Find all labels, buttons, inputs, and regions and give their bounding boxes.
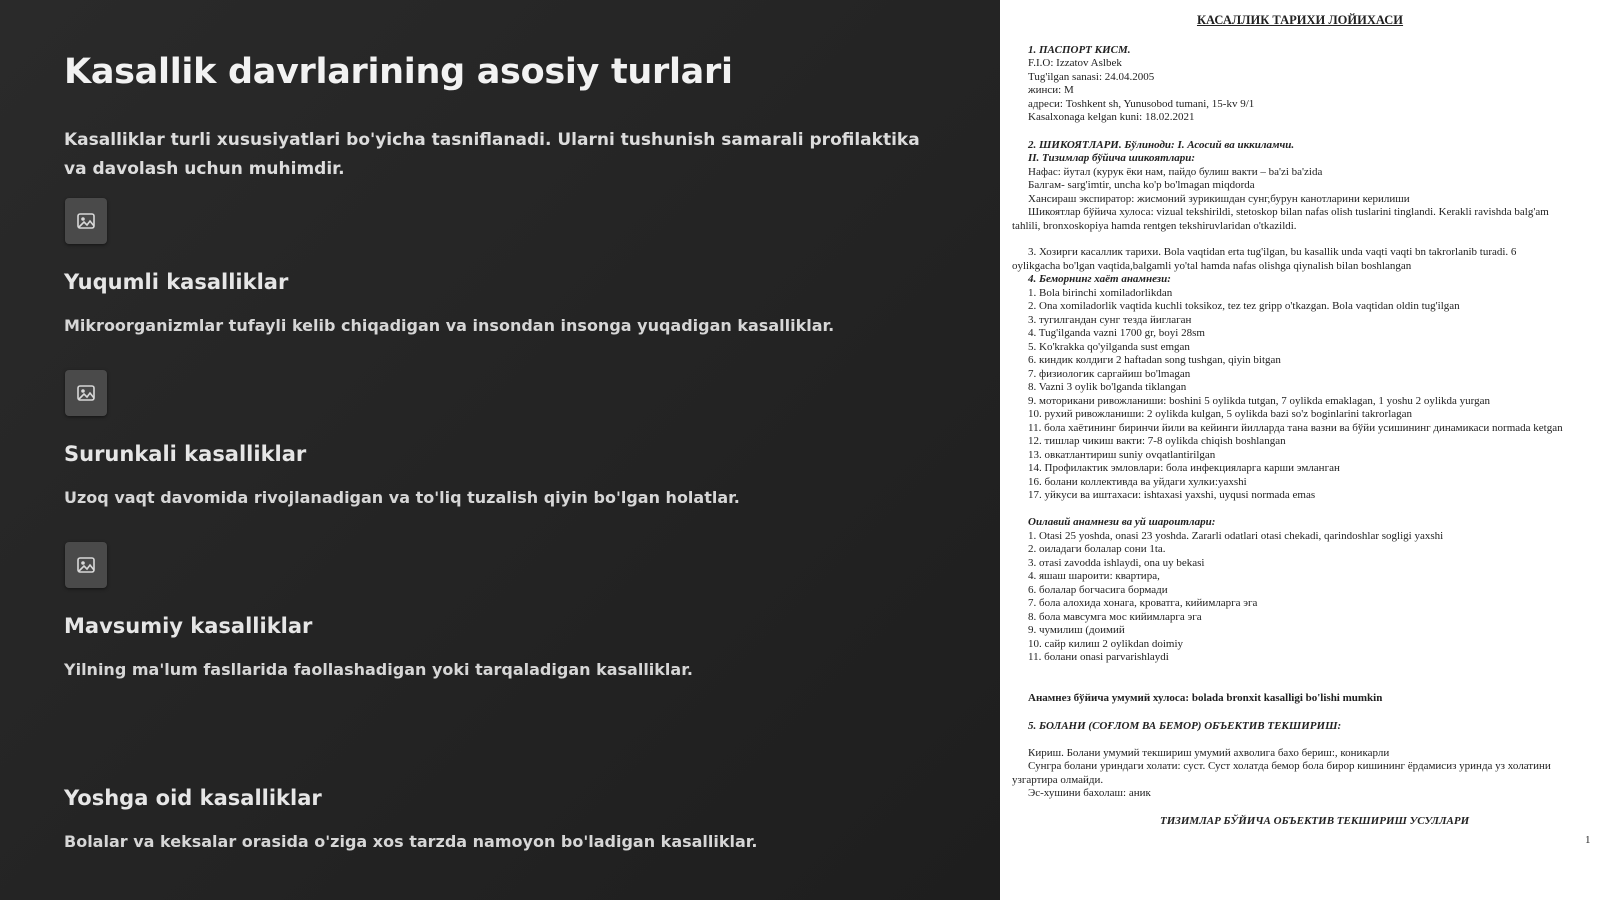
doc-line: Эс-хушини бахолаш: аник xyxy=(1028,787,1151,799)
section-title-infectious: Yuqumli kasalliklar xyxy=(64,270,289,294)
document-image xyxy=(1000,0,1600,900)
section-desc-seasonal: Yilning ma'lum fasllarida faollashadigan yoki tarqaladigan kasalliklar. xyxy=(64,660,693,679)
doc-line: 7. бола алохида хонага, кроватга, кийимларга эга xyxy=(1028,597,1258,609)
doc-line: Нафас: йутал (курук ёки нам, пайдо булиш вакти – ba'zi ba'zida xyxy=(1028,166,1323,178)
doc-line: Балгам- sarg'imtir, uncha ko'p bo'lmagan miqdorda xyxy=(1028,179,1255,191)
doc-line: Kasalxonaga kelgan kuni: 18.02.2021 xyxy=(1028,111,1195,123)
slide-title: Kasallik davrlarining asosiy turlari xyxy=(64,52,733,92)
doc-line: 11. болани onasi parvarishlaydi xyxy=(1028,651,1169,663)
doc-line: адреси: Toshkent sh, Yunusobod tumani, 15-kv 9/1 xyxy=(1028,98,1255,110)
doc-line: 9. моторикани ривожланиши: boshini 5 oylikda tutgan, 7 oylikda emaklagan, 1 yoshu 2 oylikda yurgan xyxy=(1028,395,1490,407)
doc-line: 1. Otasi 25 yoshda, onasi 23 yoshda. Zararli odatlari otasi chekadi, qarindoshlar sogligi yaxshi xyxy=(1028,530,1444,542)
doc-line: ТИЗИМЛАР БЎЙИЧА ОБЪЕКТИВ ТЕКШИРИШ УСУЛЛАРИ xyxy=(1160,815,1470,827)
doc-line: 5. БОЛАНИ (СОҒЛОМ ВА БЕМОР) ОБЪЕКТИВ ТЕКШИРИШ: xyxy=(1028,720,1342,732)
section-title-age: Yoshga oid kasalliklar xyxy=(64,786,322,810)
doc-line: 3. отаsi zavodda ishlaydi, ona uy bekasi xyxy=(1028,557,1205,569)
doc-line: oylikgacha bo'lgan vaqtida,balgamli yo'tal hamda nafas olishga qiynalish bilan boshlangan xyxy=(1012,260,1412,272)
image-placeholder-icon xyxy=(65,370,107,416)
section-desc-chronic: Uzoq vaqt davomida rivojlanadigan va to'liq tuzalish qiyin bo'lgan holatlar. xyxy=(64,488,740,507)
doc-line: 1. ПАСПОРТ КИСМ. xyxy=(1028,44,1131,56)
doc-line: 10. рухий ривожланиши: 2 oylikda kulgan, 5 oylikda bazi so'z boginlarini takrorlagan xyxy=(1028,408,1413,420)
doc-line: Шикоятлар бўйича хулоса: vizual tekshirildi, stetoskop bilan nafas olish tuslarini tinglandi. Kerakli ravishda balg'am xyxy=(1028,206,1549,218)
page-number: 1 xyxy=(1585,834,1591,846)
doc-line: 12. тишлар чикиш вакти: 7-8 oylikda chiqish boshlangan xyxy=(1028,435,1286,447)
doc-line: 13. овкатлантириш suniy ovqatlantirilgan xyxy=(1028,449,1216,461)
doc-line: 6. киндик колдиги 2 haftadan song tushgan, qiyin bitgan xyxy=(1028,354,1281,366)
doc-line: 4. Tug'ilganda vazni 1700 gr, boyi 28sm xyxy=(1028,327,1205,339)
doc-line: 2. ШИКОЯТЛАРИ. Бўлиноди: I. Асосий ва иккиламчи. xyxy=(1028,139,1295,151)
doc-line: 4. яшаш шароити: квартира, xyxy=(1028,570,1160,582)
doc-line: tahlili, bronxoskopiya hamda rentgen tekshiruvlaridan o'tkazildi. xyxy=(1012,220,1297,232)
doc-line: 8. Vazni 3 oylik bo'lganda tiklangan xyxy=(1028,381,1187,393)
doc-line: 8. бола мавсумга мос кийимларга эга xyxy=(1028,611,1202,623)
doc-line: 6. болалар богчасига бормади xyxy=(1028,584,1168,596)
doc-line: 2. Ona xomiladorlik vaqtida kuchli toksikoz, tez tez gripp o'tkazgan. Bola vaqtidan oldin tug'ilgan xyxy=(1028,300,1460,312)
doc-line: Кириш. Болани умумий текшириш умумий ахволига бахо бериш:, коникарли xyxy=(1028,747,1390,759)
doc-line: жинси: M xyxy=(1028,84,1074,96)
doc-line: 17. уйкуси ва иштахаси: ishtaxasi yaxshi, uyqusi normada emas xyxy=(1028,489,1316,501)
doc-line: 5. Ko'krakka qo'yilganda sust emgan xyxy=(1028,341,1190,353)
section-title-seasonal: Mavsumiy kasalliklar xyxy=(64,614,313,638)
doc-line: 10. сайр килиш 2 oylikdan doimiy xyxy=(1028,638,1184,650)
doc-line: 7. физиологик саргайиш bo'lmagan xyxy=(1028,368,1191,380)
doc-line: узгартира олмайди. xyxy=(1012,774,1104,786)
doc-line: 4. Беморнинг хаёт анамнези: xyxy=(1028,273,1171,285)
doc-line: Сунгра болани уриндаги холати: суст. Суст холатда бемор бола бирор кишининг ёрдамисиз уринда уз холатини xyxy=(1028,760,1551,772)
doc-line: Хансираш экспиратор: жисмоний зурикишдан сунг,бурун канотларини керилиши xyxy=(1028,193,1410,205)
doc-line: II. Тизимлар бўйича шикоятлари: xyxy=(1028,152,1196,164)
section-desc-age: Bolalar va keksalar orasida o'ziga xos tarzda namoyon bo'ladigan kasalliklar. xyxy=(64,832,758,851)
doc-line: 9. чумилиш (доимий xyxy=(1028,624,1125,636)
doc-line: 1. Bola birinchi xomiladorlikdan xyxy=(1028,287,1173,299)
doc-line: F.I.O: Izzatov Aslbek xyxy=(1028,57,1122,69)
doc-line: 3. Хозирги касаллик тарихи. Bola vaqtidan erta tug'ilgan, bu kasallik unda vaqti vaqti bn takrorlanib turadi. 6 xyxy=(1028,246,1517,258)
doc-line: 3. тугилгандан сунг тезда йиглаган xyxy=(1028,314,1192,326)
doc-line: 2. оиладаги болалар сони 1ta. xyxy=(1028,543,1166,555)
section-desc-infectious: Mikroorganizmlar tufayli kelib chiqadigan va insondan insonga yuqadigan kasalliklar. xyxy=(64,316,835,335)
slide-intro: Kasalliklar turli xususiyatlari bo'yicha tasniflanadi. Ularni tushunish samarali profilaktika va davolash uchun muhimdir. xyxy=(64,130,920,179)
section-title-chronic: Surunkali kasalliklar xyxy=(64,442,307,466)
doc-line: Анамнез бўйича умумий хулоса: bolada bronxit kasalligi bo'lishi mumkin xyxy=(1028,692,1383,704)
document-title: КАСАЛЛИК ТАРИХИ ЛОЙИХАСИ xyxy=(1196,13,1404,27)
doc-line: 16. болани коллективда ва уйдаги хулки:yaxshi xyxy=(1028,476,1247,488)
doc-line: 11. бола хаётининг биринчи йили ва кейинги йилларда тана вазни ва бўйи усишининг динамикаси normada ketgan xyxy=(1028,422,1563,434)
image-placeholder-icon xyxy=(65,198,107,244)
image-placeholder-icon xyxy=(65,542,107,588)
doc-line: Tug'ilgan sanasi: 24.04.2005 xyxy=(1028,71,1155,83)
doc-line: 14. Профилактик эмловлари: бола инфекцияларга карши эмланган xyxy=(1028,462,1340,474)
doc-line: Оилавий анамнези ва уй шароитлари: xyxy=(1028,516,1216,528)
